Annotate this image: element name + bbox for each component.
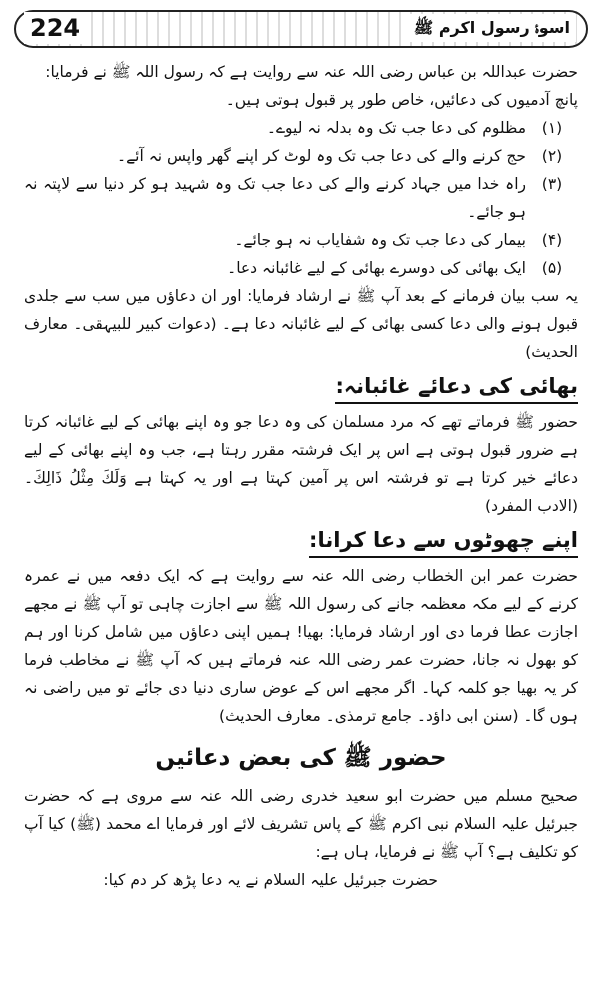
- intro-narration: حضرت عبداللہ بن عباس رضی اللہ عنہ سے روایت ہے کہ رسول اللہ ﷺ نے فرمایا:: [45, 63, 578, 81]
- section-heading-prophet-prayers: حضور ﷺ کی بعض دعائیں: [155, 745, 447, 771]
- list-number: (۲): [541, 147, 563, 165]
- page-content: [24, 58, 578, 894]
- list-text: ایک بھائی کی دوسرے بھائی کے لیے غائبانہ دعا۔: [227, 259, 526, 277]
- list-text: حج کرنے والے کی دعا جب تک وہ لوٹ کر اپنے گھر واپس نہ آئے۔: [117, 147, 526, 165]
- list-number: (۱): [541, 119, 563, 137]
- list-number: (۴): [541, 231, 563, 249]
- ask-juniors-paragraph: حضرت عمر ابن الخطاب رضی اللہ عنہ سے روایت ہے کہ ایک دفعہ میں نے عمرہ کرنے کے لیے مکہ معظمہ جانے کی رسول اللہ ﷺ سے اجازت چاہی تو آپ ﷺ نے مجھے اجازت عطا فرما دی اور ارشاد فرمایا: بھیا! ہمیں اپنی دعاؤں میں شامل کرنا اور ہم کو بھول نہ جانا، حضرت عمر رضی اللہ عنہ فرماتے ہیں کہ آپ ﷺ نے مخاطب فرما کر یہ بھیا جو کلمہ کہا۔ اگر مجھے اس کے عوض ساری دنیا دی جائے تو میں راضی نہ ہوں گا۔ (سنن ابی داؤد۔ جامع ترمذی۔ معارف الحدیث): [24, 567, 578, 725]
- absent-prayer-paragraph: حضور ﷺ فرماتے تھے کہ مرد مسلمان کی وہ دعا جو وہ اپنے بھائی کے لیے غائبانہ کرتا ہے ضرور قبول ہوتی ہے اس پر ایک فرشتہ مقرر رہتا ہے، جب وہ اپنے بھائی کے لیے دعائے خیر کرتا ہے تو فرشتہ اس پر آمین کہتا ہے اور یہ کہتا ہے وَلَكَ مِثْلُ ذَالِكَ۔ (الادب المفرد): [24, 413, 578, 515]
- list-item: [24, 142, 578, 170]
- running-title: اسوۂ رسول اکرم ﷺ: [408, 14, 576, 42]
- page-number: 224: [24, 12, 86, 44]
- list-item: [24, 114, 578, 142]
- section-heading-absent-prayer: بھائی کی دعائے غائبانہ:: [335, 372, 578, 404]
- list-number: (۳): [541, 175, 563, 193]
- list-number: (۵): [541, 259, 563, 277]
- after-list-paragraph: یہ سب بیان فرمانے کے بعد آپ ﷺ نے ارشاد فرمایا: اور ان دعاؤں میں سب سے جلدی قبول ہونے والی دعا کسی بھائی کے لیے غائبانہ دعا ہے۔ (دعوات کبیر للبیہقی۔ معارف الحدیث): [24, 287, 578, 361]
- list-item: [24, 254, 578, 282]
- section-heading-ask-juniors: اپنے چھوٹوں سے دعا کرانا:: [309, 526, 578, 558]
- closing-line: حضرت جبرئیل علیہ السلام نے یہ دعا پڑھ کر دم کیا:: [103, 871, 438, 889]
- list-item: [24, 226, 578, 254]
- list-text: راہ خدا میں جہاد کرنے والے کی دعا جب تک وہ شہید ہو کر دنیا سے لاپتہ نہ ہو جائے۔: [24, 175, 526, 221]
- list-item: [24, 170, 578, 226]
- list-text: مظلوم کی دعا جب تک وہ بدلہ نہ لیوے۔: [266, 119, 526, 137]
- prophet-prayers-paragraph: صحیح مسلم میں حضرت ابو سعید خدری رضی اللہ عنہ سے مروی ہے کہ حضرت جبرئیل علیہ السلام نبی اکرم ﷺ کے پاس تشریف لائے اور فرمایا اے محمد (ﷺ) کیا آپ کو تکلیف ہے؟ آپ ﷺ نے فرمایا، ہاں ہے:: [24, 787, 578, 861]
- list-text: بیمار کی دعا جب تک وہ شفایاب نہ ہو جائے۔: [234, 231, 526, 249]
- intro-lead: پانچ آدمیوں کی دعائیں، خاص طور پر قبول ہوتی ہیں۔: [225, 91, 578, 109]
